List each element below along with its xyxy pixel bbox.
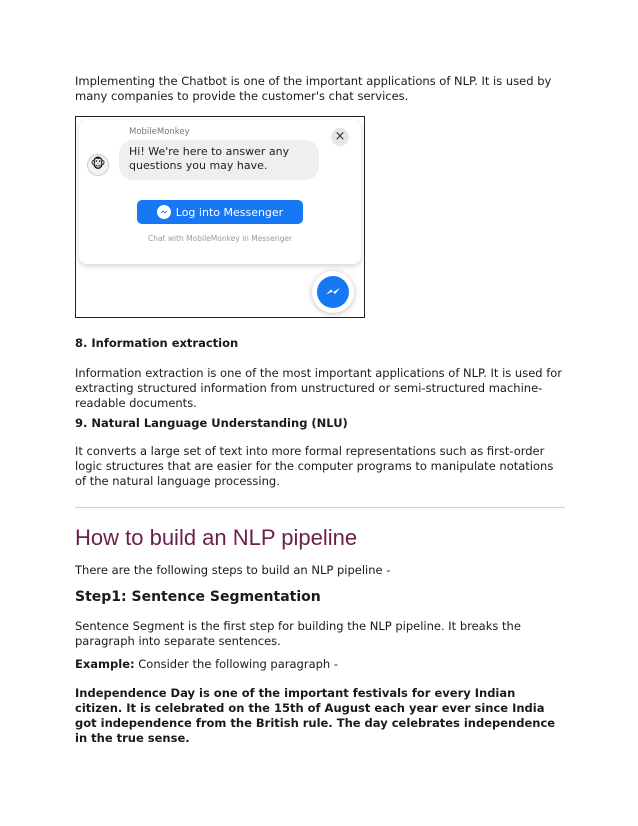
- messenger-fab-button[interactable]: [312, 271, 354, 313]
- messenger-icon: [157, 205, 171, 219]
- close-icon[interactable]: ×: [331, 128, 349, 146]
- pipeline-intro: There are the following steps to build an NLP pipeline -: [75, 563, 391, 577]
- example-line: [75, 657, 565, 672]
- chatbot-screenshot: [75, 116, 365, 318]
- section-9-body: It converts a large set of text into more formal representations such as first-order logic structures that are easier for the computer programs to manipulate notations of the natural language processing.: [75, 444, 554, 488]
- messenger-fab-icon: [317, 276, 349, 308]
- section-8-heading: 8. Information extraction: [75, 336, 239, 350]
- greeting-line-1: Hi! We're here to answer any: [129, 145, 290, 158]
- messenger-caption: Chat with MobileMonkey in Messenger: [147, 234, 293, 243]
- greeting-line-2: questions you may have.: [129, 159, 268, 172]
- pipeline-title: How to build an NLP pipeline: [75, 525, 358, 550]
- log-into-messenger-button[interactable]: [137, 200, 303, 224]
- intro-paragraph: Implementing the Chatbot is one of the important applications of NLP. It is used by many companies to provide the customer's chat services.: [75, 74, 552, 103]
- section-8-body: Information extraction is one of the most important applications of NLP. It is used for extracting structured information from unstructured or semi-structured machine-readable documents.: [75, 366, 563, 410]
- greeting-bubble: [119, 140, 319, 180]
- step1-body: Sentence Segment is the first step for building the NLP pipeline. It breaks the paragraph into separate sentences.: [75, 619, 521, 648]
- monkey-avatar-icon: 🐵: [87, 154, 109, 176]
- example-text: Consider the following paragraph -: [134, 657, 339, 671]
- example-paragraph: Independence Day is one of the important festivals for every Indian citizen. It is celebrated on the 15th of August each year ever since India got independence from the British rule. The day celebrates independence in the true sense.: [75, 686, 556, 745]
- brand-label: MobileMonkey: [129, 127, 190, 137]
- section-9-heading: 9. Natural Language Understanding (NLU): [75, 416, 348, 430]
- chat-card: [79, 120, 361, 264]
- step1-heading: Step1: Sentence Segmentation: [75, 589, 321, 605]
- login-button-label: Log into Messenger: [175, 205, 284, 219]
- section-divider: [75, 507, 565, 508]
- example-label: Example:: [75, 657, 135, 671]
